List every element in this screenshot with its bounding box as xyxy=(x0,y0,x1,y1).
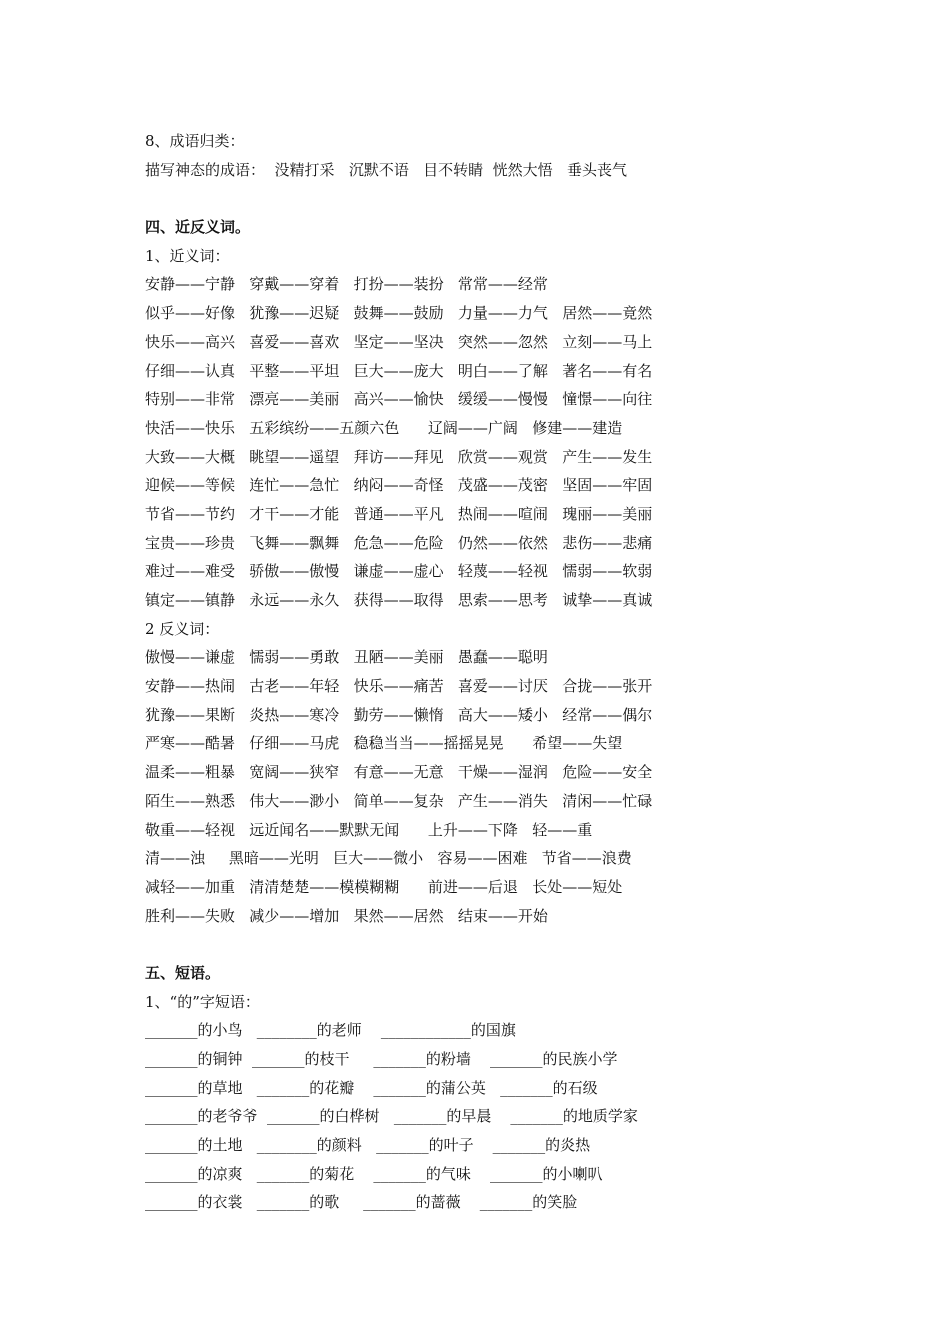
antonym-line: 清——浊 黑暗——光明 巨大——微小 容易——困难 节省——浪费 xyxy=(145,849,632,868)
synonym-line: 难过——难受 骄傲——傲慢 谦虚——虚心 轻蔑——轻视 懦弱——软弱 xyxy=(145,562,653,581)
synonym-line: 特别——非常 漂亮——美丽 高兴——愉快 缓缓——慢慢 憧憬——向往 xyxy=(145,390,653,409)
antonym-line: 胜利——失败 减少——增加 果然——居然 结束——开始 xyxy=(145,906,548,925)
synonym-line: 镇定——镇静 永远——永久 获得——取得 思索——思考 诚挚——真诚 xyxy=(145,591,653,609)
antonym-line: 温柔——粗暴 宽阔——狭窄 有意——无意 干燥——湿润 危险——安全 xyxy=(145,763,653,782)
synonym-line: 快活——快乐 五彩缤纷——五颜六色 辽阔——广阔 修建——建造 xyxy=(145,418,623,437)
antonym-line: 犹豫——果断 炎热——寒冷 勤劳——懒惰 高大——矮小 经常——偶尔 xyxy=(145,705,653,724)
antonym-line: 安静——热闹 古老——年轻 快乐——痛苦 喜爱——讨厌 合拢——张开 xyxy=(145,677,653,696)
synonym-line: 大致——大概 眺望——遥望 拜访——拜见 欣赏——观赏 产生——发生 xyxy=(145,447,653,466)
phrase-line: _______的老爷爷 _______的白桦树 _______的早晨 _______的地质学家 xyxy=(145,1107,638,1126)
spacer xyxy=(145,930,845,959)
section5-heading: 五、短语。 xyxy=(145,963,221,982)
phrase-line: _______的衣裳 _______的歌 _______的蔷薇 _______的笑脸 xyxy=(145,1193,578,1212)
synonym-line: 宝贵——珍贵 飞舞——飘舞 危急——危险 仍然——依然 悲伤——悲痛 xyxy=(145,533,653,552)
antonym-line: 敬重——轻视 远近闻名——默默无闻 上升——下降 轻——重 xyxy=(145,820,593,839)
antonym-heading: 2 反义词： xyxy=(145,619,220,638)
phrase-line: _______的土地 ________的颜料 _______的叶子 _______的炎热 xyxy=(145,1136,591,1155)
synonym-line: 节省——节约 才干——才能 普通——平凡 热闹——喧闹 瑰丽——美丽 xyxy=(145,504,653,523)
synonym-heading: 1、近义词： xyxy=(145,246,230,265)
section8-heading: 8、成语归类： xyxy=(145,132,245,150)
synonym-line: 仔细——认真 平整——平坦 巨大——庞大 明白——了解 著名——有名 xyxy=(145,361,653,380)
antonym-line: 减轻——加重 清清楚楚——模模糊糊 前进——后退 长处——短处 xyxy=(145,877,623,896)
synonym-line: 快乐——高兴 喜爱——喜欢 坚定——坚决 突然——忽然 立刻——马上 xyxy=(145,332,653,351)
spacer xyxy=(145,184,845,213)
phrase-line: _______的凉爽 _______的菊花 _______的气味 _______的小喇叭 xyxy=(145,1164,603,1183)
phrase-line: _______的小鸟 ________的老师 ____________的国旗 xyxy=(145,1021,516,1040)
synonym-line: 安静——宁静 穿戴——穿着 打扮——装扮 常常——经常 xyxy=(145,275,548,294)
section4-heading: 四、近反义词。 xyxy=(145,218,251,237)
antonym-line: 严寒——酷暑 仔细——马虎 稳稳当当——摇摇晃晃 希望——失望 xyxy=(145,734,623,753)
synonym-line: 迎候——等候 连忙——急忙 纳闷——奇怪 茂盛——茂密 坚固——牢固 xyxy=(145,476,653,495)
phrase-line: _______的铜钟 _______的枝干 _______的粉墙 _______的民族小学 xyxy=(145,1050,618,1068)
phrase-heading: 1、“的”字短语： xyxy=(145,992,260,1011)
document-page xyxy=(145,127,845,1217)
antonym-line: 陌生——熟悉 伟大——渺小 简单——复杂 产生——消失 清闲——忙碌 xyxy=(145,791,653,810)
antonym-line: 傲慢——谦虚 懦弱——勇敢 丑陋——美丽 愚蠢——聪明 xyxy=(145,648,548,667)
idiom-line: 描写神态的成语： 没精打采 沉默不语 目不转睛 恍然大悟 垂头丧气 xyxy=(145,160,627,179)
synonym-line: 似乎——好像 犹豫——迟疑 鼓舞——鼓励 力量——力气 居然——竟然 xyxy=(145,304,653,323)
phrase-line: _______的草地 _______的花瓣 _______的蒲公英 _______的石级 xyxy=(145,1078,598,1097)
